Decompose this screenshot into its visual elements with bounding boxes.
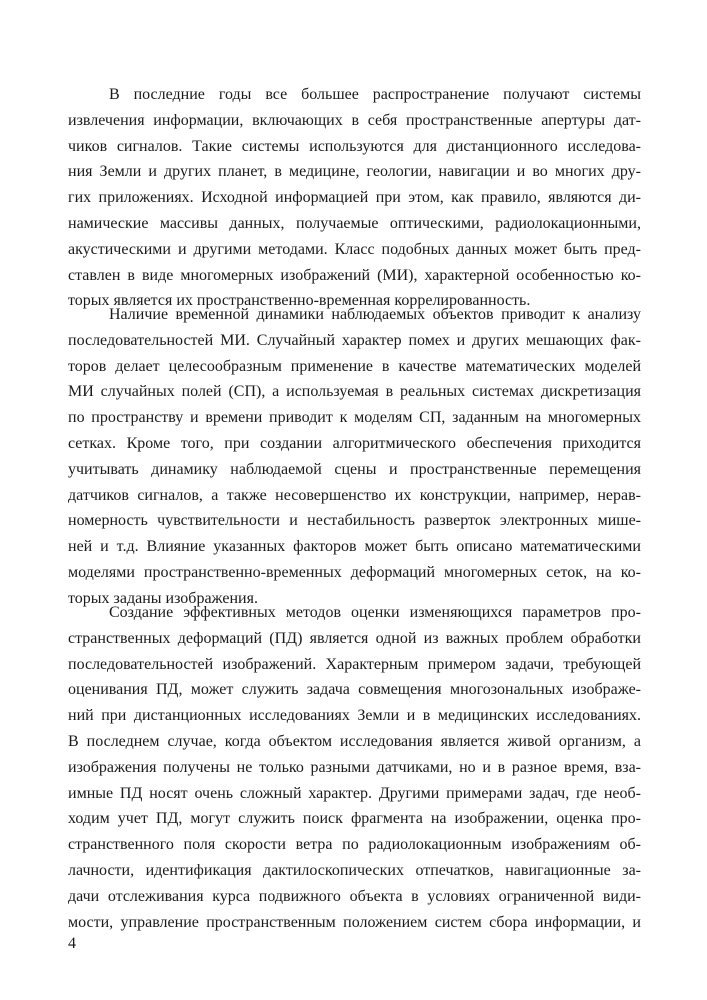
- text-line: последовательностей МИ. Случайный характер помех и других мешающих фак-: [68, 331, 641, 349]
- text-line: В последнем случае, когда объектом исследования является живой организм, а: [68, 732, 641, 750]
- text-line: датчиков сигналов, а также несовершенство их конструкции, например, нерав-: [68, 486, 641, 504]
- text-line: ней и т.д. Влияние указанных факторов может быть описано математическими: [68, 538, 641, 556]
- text-line: странственных деформаций (ПД) является одной из важных проблем обработки: [68, 629, 641, 647]
- text-line: учитывать динамику наблюдаемой сцены и пространственные перемещения: [68, 460, 641, 478]
- text-line: намические массивы данных, получаемые оптическими, радиолокационными,: [68, 214, 641, 232]
- text-line: чиков сигналов. Такие системы используются для дистанционного исследова-: [68, 137, 641, 155]
- text-line: В последние годы все большее распространение получают системы: [109, 86, 641, 103]
- text-line: лачности, идентификация дактилоскопических отпечатков, навигационные за-: [68, 861, 641, 879]
- text-line: изображения получены не только разными датчиками, но и в разное время, вза-: [68, 758, 641, 776]
- text-line: мости, управление пространственным положением систем сбора информации, и: [68, 913, 641, 931]
- text-line: ния Земли и других планет, в медицине, геологии, навигации и во многих дру-: [68, 163, 641, 181]
- text-line: дачи отслеживания курса подвижного объекта в условиях ограниченной види-: [68, 887, 641, 905]
- text-line: номерность чувствительности и нестабильность разверток электронных мише-: [68, 512, 641, 530]
- text-line: гих приложениях. Исходной информацией при этом, как правило, являются ди-: [68, 189, 641, 207]
- text-line: ходим учет ПД, могут служить поиск фрагмента на изображении, оценка про-: [68, 810, 641, 828]
- text-line: торов делает целесообразным применение в качестве математических моделей: [68, 357, 641, 375]
- page-number: 4: [68, 935, 76, 952]
- paragraph-2: [68, 302, 641, 612]
- text-line: последовательностей изображений. Характерным примером задачи, требующей: [68, 655, 641, 673]
- text-line: торых заданы изображения.: [68, 589, 258, 607]
- text-line: Создание эффективных методов оценки изменяющихся параметров про-: [109, 604, 641, 621]
- text-line: странственного поля скорости ветра по радиолокационным изображениям об-: [68, 836, 641, 854]
- text-line: по пространству и времени приводит к моделям СП, заданным на многомерных: [68, 409, 641, 427]
- paragraph-1: [68, 82, 641, 314]
- text-line: ний при дистанционных исследованиях Земли и в медицинских исследованиях.: [68, 707, 641, 725]
- text-line: акустическими и другими методами. Класс подобных данных может быть пред-: [68, 240, 641, 258]
- text-line: имные ПД носят очень сложный характер. Другими примерами задач, где необ-: [68, 784, 641, 802]
- text-line: ставлен в виде многомерных изображений (МИ), характерной особенностью ко-: [68, 266, 641, 284]
- text-line: Наличие временной динамики наблюдаемых объектов приводит к анализу: [109, 306, 641, 323]
- text-line: МИ случайных полей (СП), а используемая в реальных системах дискретизация: [68, 383, 641, 401]
- text-line: торых является их пространственно-временная коррелированность.: [68, 292, 531, 310]
- text-line: извлечения информации, включающих в себя пространственные апертуры дат-: [68, 111, 641, 129]
- paragraph-3: [68, 600, 641, 935]
- text-line: сетках. Кроме того, при создании алгоритмического обеспечения приходится: [68, 434, 641, 452]
- text-line: оценивания ПД, может служить задача совмещения многозональных изображе-: [68, 681, 641, 699]
- text-line: моделями пространственно-временных деформаций многомерных сеток, на ко-: [68, 563, 641, 581]
